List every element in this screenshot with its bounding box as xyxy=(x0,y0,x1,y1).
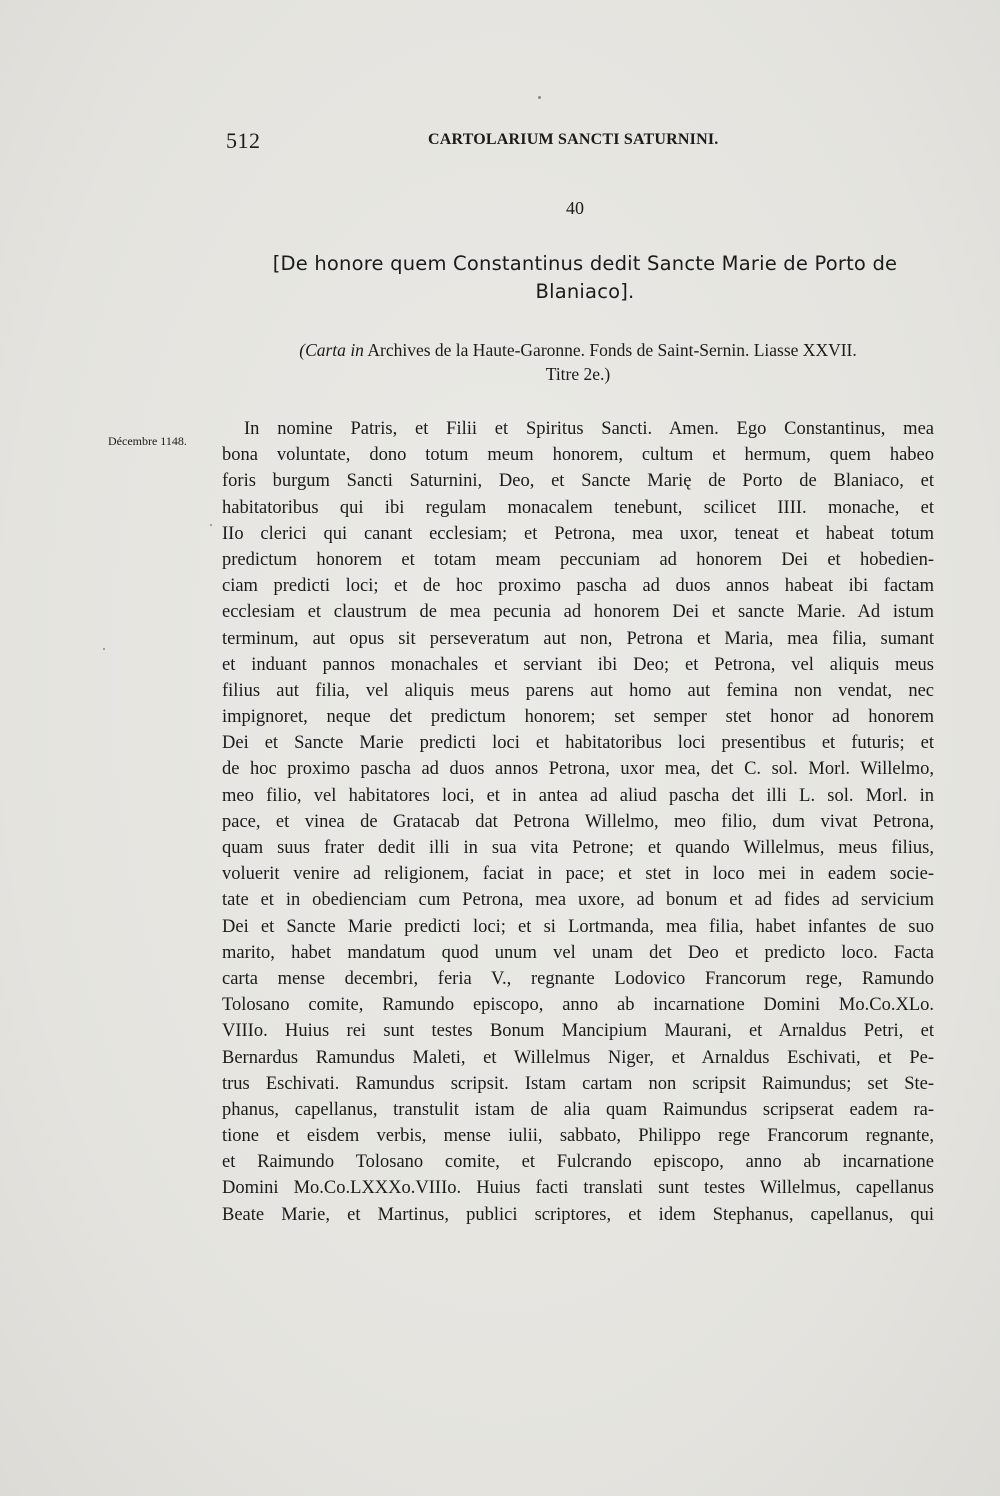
text-line: habitatoribus qui ibi regulam monacalem tenebunt, scilicet IIII. monache, et xyxy=(222,497,934,518)
text-line: phanus, capellanus, transtulit istam de alia quam Raimundus scripserat eadem ra- xyxy=(222,1099,934,1120)
charter-text xyxy=(222,416,934,1228)
text-line: predictum honorem et totam meam peccuniam ad honorem Dei et hobedien- xyxy=(222,549,934,570)
text-line: quam suus frater dedit illi in sua vita Petrone; et quando Willelmus, meus filius, xyxy=(222,838,934,858)
text-line: Beate Marie, et Martinus, publici scriptores, et idem Stephanus, capellanus, qui xyxy=(222,1204,934,1225)
source-citation xyxy=(222,338,934,386)
text-line: VIIIo. Huius rei sunt testes Bonum Mancipium Maurani, et Arnaldus Petri, et xyxy=(222,1021,934,1042)
text-line: et Raimundo Tolosano comite, et Fulcrando episcopo, anno ab incarnatione xyxy=(222,1152,934,1173)
text-line: Bernardus Ramundus Maleti, et Willelmus Niger, et Arnaldus Eschivati, et Pe- xyxy=(222,1047,934,1068)
text-line: Domini Mo.Co.LXXXo.VIIIo. Huius facti translati sunt testes Willelmus, capellanus xyxy=(222,1178,934,1199)
text-line: In nomine Patris, et Filii et Spiritus Sancti. Amen. Ego Constantinus, mea xyxy=(244,419,934,439)
text-line: Dei et Sancte Marie predicti loci; et si Lortmanda, mea filia, habet infantes de suo xyxy=(222,916,934,937)
text-line: pace, et vinea de Gratacab dat Petrona Willelmo, meo filio, dum vivat Petrona, xyxy=(222,811,934,832)
text-line: Tolosano comite, Ramundo episcopo, anno ab incarnatione Domini Mo.Co.XLo. xyxy=(222,995,934,1016)
document-title xyxy=(240,250,930,306)
text-line: filius aut filia, vel aliquis meus parens aut homo aut femina non vendat, nec xyxy=(222,680,934,701)
text-line: IIo clerici qui canant ecclesiam; et Petrona, mea uxor, teneat et habeat totum xyxy=(222,523,934,544)
text-line: et induant pannos monachales et serviant ibi Deo; et Petrona, vel aliquis meus xyxy=(222,654,934,675)
text-line: terminum, aut opus sit perseveratum aut non, Petrona et Maria, mea filia, sumant xyxy=(222,628,934,649)
text-line: marito, habet mandatum quod unum vel unam det Deo et predicto loco. Facta xyxy=(222,942,934,963)
document-title-line: [De honore quem Constantinus dedit Sancte Marie de Porto de xyxy=(272,252,898,275)
source-archive: Archives de la Haute-Garonne. Fonds de Saint-Sernin. Liasse XXVII. xyxy=(367,340,857,360)
text-line: Dei et Sancte Marie predicti loci et habitatoribus loci presentibus et futuris; et xyxy=(222,733,934,754)
text-line: trus Eschivati. Ramundus scripsit. Istam cartam non scripsit Raimundus; set Ste- xyxy=(222,1073,934,1094)
text-line: tione et eisdem verbis, mense iulii, sabbato, Philippo rege Francorum regnante, xyxy=(222,1126,934,1147)
page-speck xyxy=(103,648,105,650)
page-speck xyxy=(538,96,541,99)
text-line: ciam predicti loci; et de hoc proximo pascha ad duos annos habeat ibi factam xyxy=(222,576,934,597)
text-line: meo filio, vel habitatores loci, et in antea ad aliud pascha det illi L. sol. Morl. in xyxy=(222,785,934,806)
source-citation-line: Titre 2e.) xyxy=(545,364,611,384)
source-carta: (Carta xyxy=(299,340,346,360)
document-number: 40 xyxy=(566,198,584,218)
text-line: foris burgum Sancti Saturnini, Deo, et Sancte Marię de Porto de Blaniaco, et xyxy=(222,471,934,492)
text-line: bona voluntate, dono totum meum honorem, cultum et hermum, quem habeo xyxy=(222,445,934,466)
text-line: impignoret, neque det predictum honorem; set semper stet honor ad honorem xyxy=(222,707,934,728)
page-speck xyxy=(210,524,212,526)
margin-date: Décembre 1148. xyxy=(108,434,187,448)
source-citation-line xyxy=(222,338,934,362)
text-line: tate et in obedienciam cum Petrona, mea uxore, ad bonum et ad fides ad servicium xyxy=(222,890,934,911)
document-title-line: Blaniaco]. xyxy=(535,280,635,303)
text-line: de hoc proximo pascha ad duos annos Petrona, uxor mea, det C. sol. Morl. Willelmo, xyxy=(222,759,934,780)
source-in: in xyxy=(350,340,364,360)
text-line: voluerit venire ad religionem, faciat in pace; et stet in loco mei in eadem socie- xyxy=(222,864,934,885)
text-line: ecclesiam et claustrum de mea pecunia ad honorem Dei et sancte Marie. Ad istum xyxy=(222,602,934,623)
running-title: CARTOLARIUM SANCTI SATURNINI. xyxy=(428,131,719,148)
text-line: carta mense decembri, feria V., regnante Lodovico Francorum rege, Ramundo xyxy=(222,968,934,989)
page-number: 512 xyxy=(226,128,261,153)
